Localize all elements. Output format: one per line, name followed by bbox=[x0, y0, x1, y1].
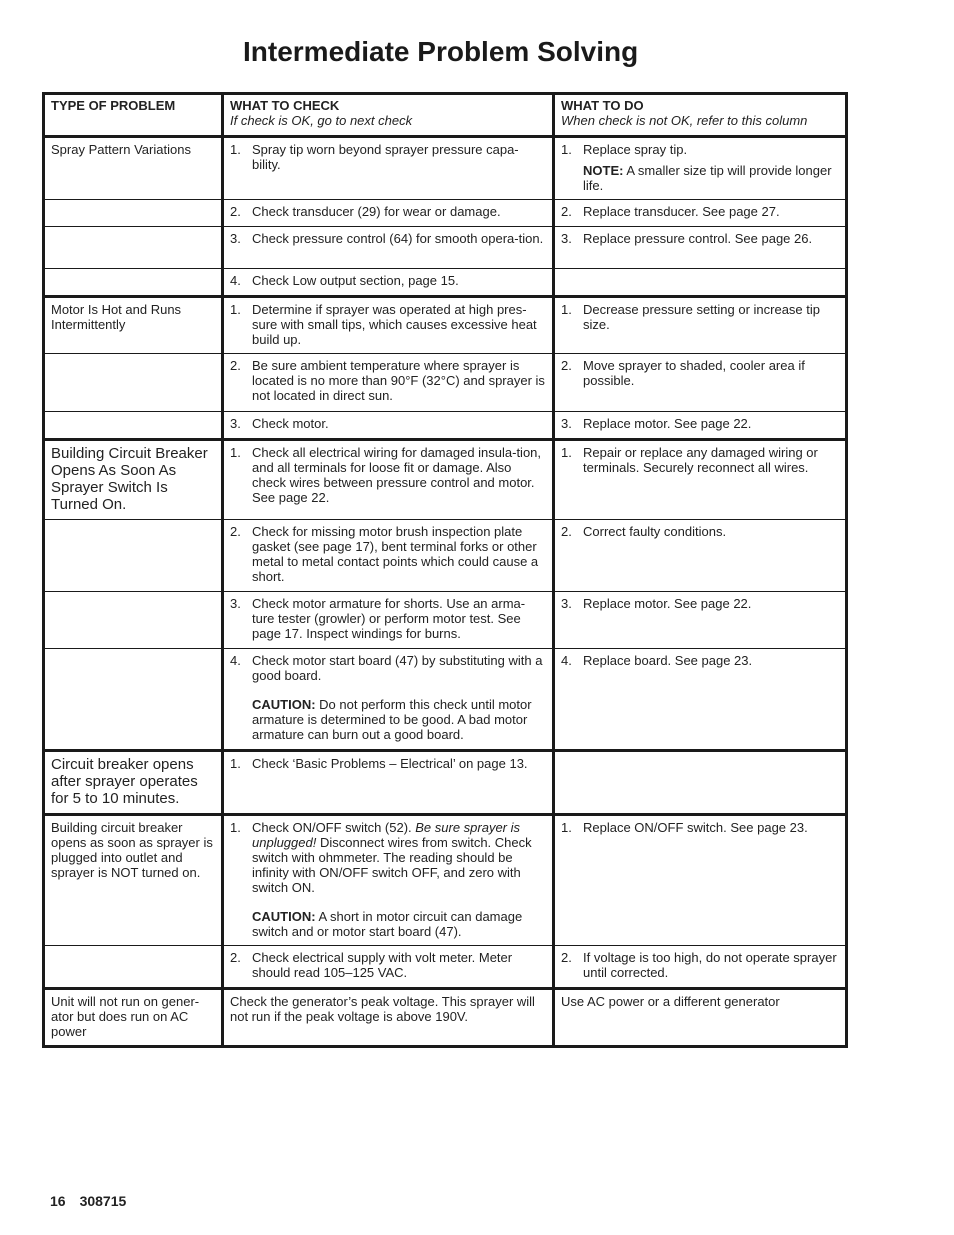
check-cell bbox=[221, 135, 552, 199]
check-number: 2. bbox=[230, 950, 241, 965]
check-number: 1. bbox=[230, 302, 241, 317]
action-number: 1. bbox=[561, 142, 572, 157]
action-number: 2. bbox=[561, 950, 572, 965]
caution-body: A short in motor circuit can damage switch and or motor start board (47). bbox=[252, 909, 523, 939]
table-row bbox=[42, 411, 848, 438]
action-text: Correct faulty conditions. bbox=[583, 524, 727, 539]
header-what-to-check bbox=[221, 92, 552, 135]
check-text-rest: Disconnect wires from switch. Check switch with ohmmeter. The reading should be infinity with ON/OFF switch OFF, and zero with switch ON. bbox=[252, 835, 532, 895]
check-text: Spray tip worn beyond sprayer pressure capa-bility. bbox=[252, 142, 519, 172]
table-row bbox=[42, 353, 848, 411]
action-text: Replace motor. See page 22. bbox=[583, 416, 752, 431]
check-number: 3. bbox=[230, 596, 241, 611]
check-text-emphasis: Be sure sprayer is unplugged! bbox=[252, 820, 521, 850]
check-cell bbox=[221, 749, 552, 813]
check-cell bbox=[221, 353, 552, 411]
problem-cell: Circuit breaker opens after sprayer operates for 5 to 10 minutes. bbox=[42, 749, 221, 813]
check-text: Check all electrical wiring for damaged insula-tion, and all terminals for loose fit or damage. Also check wires between pressure control and motor. See page 22. bbox=[252, 445, 542, 505]
action-number: 4. bbox=[561, 653, 572, 668]
check-text: Check pressure control (64) for smooth opera-tion. bbox=[252, 231, 544, 246]
problem-cell-continued bbox=[42, 591, 221, 648]
action-number: 2. bbox=[561, 204, 572, 219]
action-number: 3. bbox=[561, 596, 572, 611]
action-cell bbox=[552, 591, 848, 648]
check-number: 1. bbox=[230, 820, 241, 835]
note-label: NOTE: bbox=[583, 163, 624, 178]
action-cell bbox=[552, 519, 848, 591]
check-text: Check motor armature for shorts. Use an arma-ture tester (growler) or perform motor test. See page 17. Inspect windings for burns. bbox=[252, 596, 526, 641]
problem-cell-continued bbox=[42, 945, 221, 987]
note-text bbox=[583, 163, 839, 193]
table-row bbox=[42, 987, 848, 1048]
table-row bbox=[42, 813, 848, 945]
problem-cell: Building circuit breaker opens as soon as sprayer is plugged into outlet and sprayer is NOT turned on. bbox=[42, 813, 221, 945]
table-row bbox=[42, 135, 848, 199]
check-cell bbox=[221, 591, 552, 648]
action-cell-empty bbox=[552, 749, 848, 813]
action-number: 3. bbox=[561, 231, 572, 246]
action-cell: Use AC power or a different generator bbox=[552, 987, 848, 1048]
action-number: 2. bbox=[561, 524, 572, 539]
action-number: 2. bbox=[561, 358, 572, 373]
action-cell bbox=[552, 199, 848, 226]
problem-cell-continued bbox=[42, 519, 221, 591]
table-row bbox=[42, 591, 848, 648]
table-row bbox=[42, 226, 848, 268]
caution-label: CAUTION: bbox=[252, 909, 316, 924]
note-body: A smaller size tip will provide longer life. bbox=[583, 163, 832, 193]
caution-text bbox=[252, 697, 546, 742]
problem-cell-continued bbox=[42, 199, 221, 226]
problem-cell: Motor Is Hot and Runs Intermittently bbox=[42, 295, 221, 353]
check-cell bbox=[221, 813, 552, 945]
caution-body: Do not perform this check until motor armature is determined to be good. A bad motor armature can burn out a good board. bbox=[252, 697, 532, 742]
action-number: 1. bbox=[561, 302, 572, 317]
caution-label: CAUTION: bbox=[252, 697, 316, 712]
header-what-to-check-label: WHAT TO CHECK bbox=[230, 98, 340, 113]
action-cell bbox=[552, 135, 848, 199]
header-what-to-do-sub: When check is not OK, refer to this column bbox=[561, 113, 808, 128]
check-cell bbox=[221, 945, 552, 987]
page-title: Intermediate Problem Solving bbox=[243, 36, 639, 67]
check-number: 1. bbox=[230, 445, 241, 460]
action-cell-empty bbox=[552, 268, 848, 295]
page-number: 16 bbox=[50, 1193, 66, 1209]
check-number: 2. bbox=[230, 204, 241, 219]
action-text: Repair or replace any damaged wiring or terminals. Securely reconnect all wires. bbox=[583, 445, 818, 475]
check-cell bbox=[221, 295, 552, 353]
check-text bbox=[252, 820, 546, 895]
problem-cell-continued bbox=[42, 353, 221, 411]
check-text: Determine if sprayer was operated at high pres-sure with small tips, which causes excessive heat build up. bbox=[252, 302, 537, 347]
check-text: Check for missing motor brush inspection plate gasket (see page 17), bent terminal forks or other metal to metal contact points which could cause a short. bbox=[252, 524, 539, 584]
check-cell bbox=[221, 411, 552, 438]
action-cell bbox=[552, 945, 848, 987]
table-header-row bbox=[42, 92, 848, 135]
check-cell bbox=[221, 199, 552, 226]
problem-cell-continued bbox=[42, 648, 221, 749]
check-text: Be sure ambient temperature where sprayer is located is no more than 90°F (32°C) and sprayer is not located in direct sun. bbox=[252, 358, 545, 403]
action-number: 1. bbox=[561, 445, 572, 460]
table-row bbox=[42, 438, 848, 519]
document-number: 308715 bbox=[79, 1193, 127, 1209]
check-text: Check motor. bbox=[252, 416, 329, 431]
table-row bbox=[42, 199, 848, 226]
problem-cell: Building Circuit Breaker Opens As Soon As Sprayer Switch Is Turned On. bbox=[42, 438, 221, 519]
table-row bbox=[42, 749, 848, 813]
caution-text bbox=[252, 909, 546, 939]
check-cell: Check the generator’s peak voltage. This sprayer will not run if the peak voltage is above 190V. bbox=[221, 987, 552, 1048]
check-cell bbox=[221, 226, 552, 268]
action-text: Replace transducer. See page 27. bbox=[583, 204, 780, 219]
table-row bbox=[42, 268, 848, 295]
action-text: If voltage is too high, do not operate sprayer until corrected. bbox=[583, 950, 837, 980]
action-cell bbox=[552, 295, 848, 353]
action-text: Replace pressure control. See page 26. bbox=[583, 231, 813, 246]
table-row bbox=[42, 945, 848, 987]
action-cell bbox=[552, 438, 848, 519]
table-row bbox=[42, 519, 848, 591]
check-number: 4. bbox=[230, 273, 241, 288]
action-cell bbox=[552, 813, 848, 945]
table-row bbox=[42, 648, 848, 749]
action-number: 3. bbox=[561, 416, 572, 431]
action-text: Replace spray tip. bbox=[583, 142, 688, 157]
check-number: 2. bbox=[230, 358, 241, 373]
check-number: 1. bbox=[230, 142, 241, 157]
problem-cell: Unit will not run on gener-ator but does run on AC power bbox=[42, 987, 221, 1048]
action-text: Replace board. See page 23. bbox=[583, 653, 753, 668]
action-number: 1. bbox=[561, 820, 572, 835]
troubleshooting-table bbox=[42, 92, 848, 1048]
check-number: 1. bbox=[230, 756, 241, 771]
header-what-to-check-sub: If check is OK, go to next check bbox=[230, 113, 413, 128]
header-type-of-problem: TYPE OF PROBLEM bbox=[42, 92, 221, 135]
check-number: 3. bbox=[230, 231, 241, 246]
action-cell bbox=[552, 353, 848, 411]
check-text-lead: Check ON/OFF switch (52). bbox=[252, 820, 416, 835]
table-row bbox=[42, 295, 848, 353]
check-text: Check motor start board (47) by substituting with a good board. bbox=[252, 653, 543, 683]
action-cell bbox=[552, 648, 848, 749]
problem-cell: Spray Pattern Variations bbox=[42, 135, 221, 199]
header-what-to-do-label: WHAT TO DO bbox=[561, 98, 644, 113]
check-cell bbox=[221, 268, 552, 295]
action-cell bbox=[552, 411, 848, 438]
action-text: Decrease pressure setting or increase tip size. bbox=[583, 302, 821, 332]
check-cell bbox=[221, 519, 552, 591]
action-text: Replace ON/OFF switch. See page 23. bbox=[583, 820, 808, 835]
check-text: Check Low output section, page 15. bbox=[252, 273, 459, 288]
check-text: Check transducer (29) for wear or damage. bbox=[252, 204, 501, 219]
problem-cell-continued bbox=[42, 268, 221, 295]
action-text: Move sprayer to shaded, cooler area if possible. bbox=[583, 358, 805, 388]
problem-cell-continued bbox=[42, 411, 221, 438]
check-number: 2. bbox=[230, 524, 241, 539]
check-cell bbox=[221, 438, 552, 519]
check-text: Check ‘Basic Problems – Electrical’ on page 13. bbox=[252, 756, 528, 771]
check-text: Check electrical supply with volt meter. Meter should read 105–125 VAC. bbox=[252, 950, 513, 980]
action-text: Replace motor. See page 22. bbox=[583, 596, 752, 611]
header-what-to-do bbox=[552, 92, 848, 135]
action-cell bbox=[552, 226, 848, 268]
check-number: 4. bbox=[230, 653, 241, 668]
check-number: 3. bbox=[230, 416, 241, 431]
problem-cell-continued bbox=[42, 226, 221, 268]
check-cell bbox=[221, 648, 552, 749]
page-footer bbox=[50, 1193, 140, 1209]
